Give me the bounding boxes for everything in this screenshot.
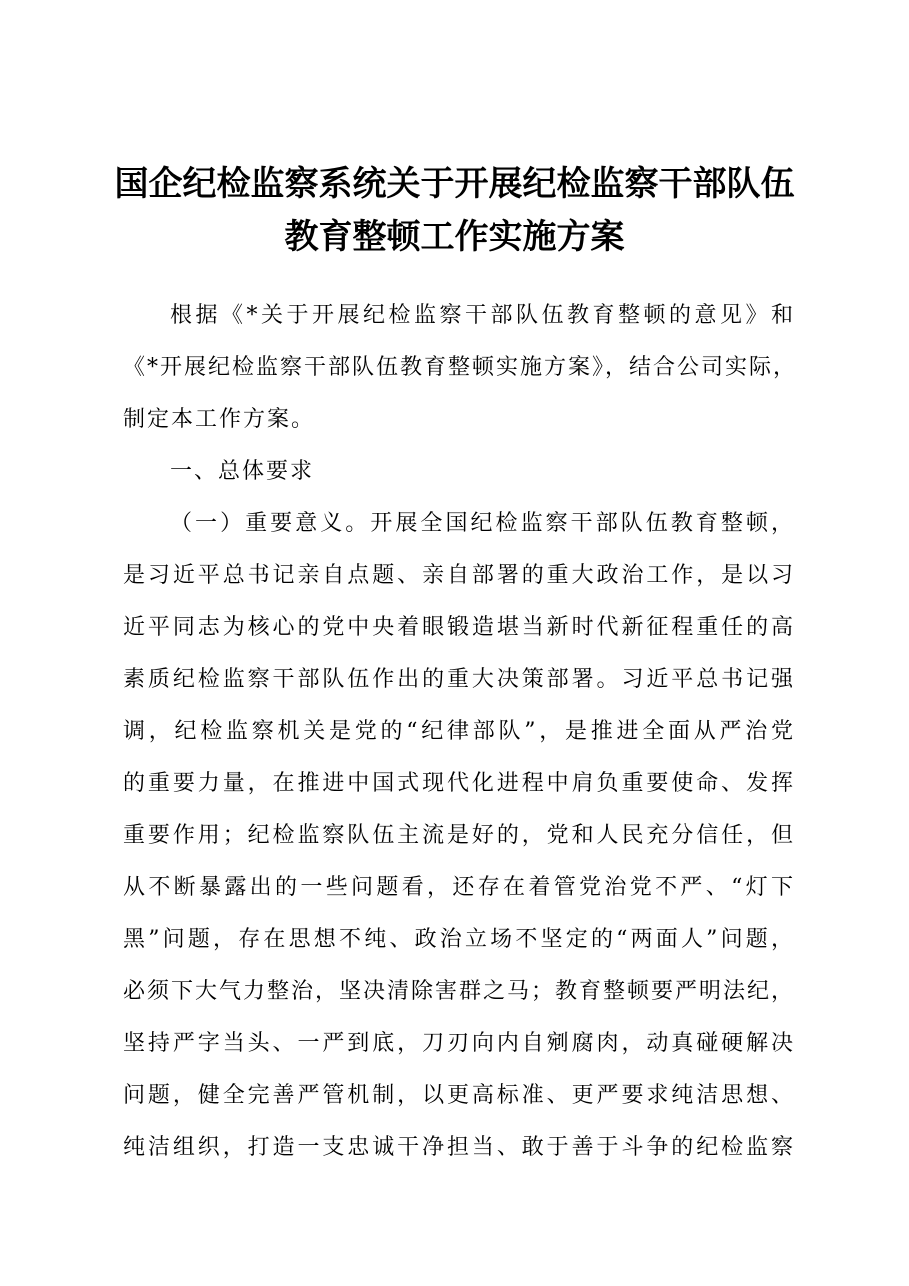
- document-title-line-1: 国企纪检监察系统关于开展纪检监察干部队伍: [114, 164, 795, 204]
- paragraph-line: 重要作用；纪检监察队伍主流是好的，党和人民充分信任，但: [123, 823, 795, 848]
- paragraph-line: 近平同志为核心的党中央着眼锻造堪当新时代新征程重任的高: [123, 615, 795, 640]
- document-title-line-2: 教育整顿工作实施方案: [284, 217, 625, 257]
- paragraph-line: 制定本工作方案。: [123, 407, 316, 432]
- paragraph-line: 坚持严字当头、一严到底，刀刃向内自剜腐肉，动真碰硬解决: [123, 1031, 795, 1056]
- paragraph-line: 必须下大气力整治，坚决清除害群之马；教育整顿要严明法纪，: [123, 979, 796, 1004]
- paragraph-line: 从不断暴露出的一些问题看，还存在着管党治党不严、“灯下: [123, 875, 795, 900]
- paragraph-line: 《*开展纪检监察干部队伍教育整顿实施方案》，结合公司实际，: [123, 355, 798, 380]
- paragraph-line: （一）重要意义。开展全国纪检监察干部队伍教育整顿，: [170, 511, 795, 536]
- paragraph-line: 黑”问题，存在思想不纯、政治立场不坚定的“两面人”问题，: [123, 927, 795, 952]
- section-heading: 一、总体要求: [170, 459, 315, 484]
- paragraph-line: 纯洁组织，打造一支忠诚干净担当、敢于善于斗争的纪检监察: [123, 1135, 795, 1160]
- paragraph-line: 根据《*关于开展纪检监察干部队伍教育整顿的意见》和: [170, 303, 795, 328]
- paragraph-line: 是习近平总书记亲自点题、亲自部署的重大政治工作，是以习: [123, 563, 795, 588]
- paragraph-line: 的重要力量，在推进中国式现代化进程中肩负重要使命、发挥: [123, 771, 795, 796]
- paragraph-line: 问题，健全完善严管机制，以更高标准、更严要求纯洁思想、: [123, 1083, 795, 1108]
- paragraph-line: 素质纪检监察干部队伍作出的重大决策部署。习近平总书记强: [123, 667, 795, 692]
- paragraph-line: 调，纪检监察机关是党的“纪律部队”，是推进全面从严治党: [123, 719, 795, 744]
